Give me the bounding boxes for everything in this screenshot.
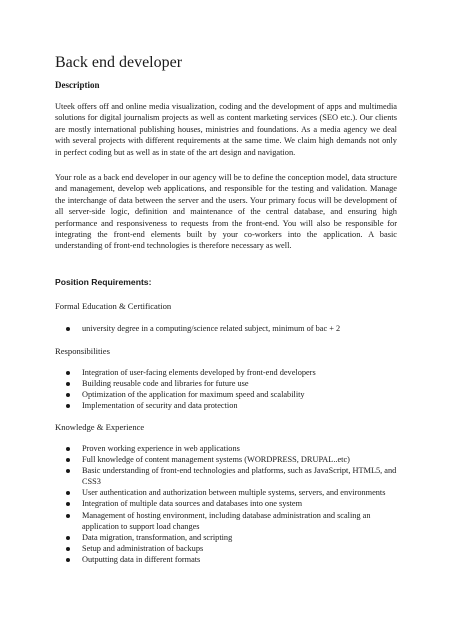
bullet-icon — [66, 393, 70, 397]
bullet-icon — [66, 404, 70, 408]
list-item: User authentication and authorization between multiple systems, servers, and environments — [66, 487, 398, 498]
bullet-icon — [66, 547, 70, 551]
list-item: Integration of user-facing elements developed by front-end developers — [66, 367, 398, 378]
bullet-icon — [66, 502, 70, 506]
list-item: university degree in a computing/science related subject, minimum of bac + 2 — [66, 323, 398, 334]
list-item: Full knowledge of content management systems (WORDPRESS, DRUPAL..etc) — [66, 454, 398, 465]
description-heading: Description — [55, 80, 100, 90]
list-item: Building reusable code and libraries for future use — [66, 378, 398, 389]
knowledge-list — [66, 443, 398, 565]
bullet-icon — [66, 327, 70, 331]
bullet-icon — [66, 536, 70, 540]
bullet-icon — [66, 469, 70, 473]
bullet-icon — [66, 371, 70, 375]
list-item: Management of hosting environment, including database administration and scaling an application to support load changes — [66, 510, 398, 532]
education-list — [66, 323, 398, 334]
section-label-knowledge: Knowledge & Experience — [55, 422, 145, 432]
list-item: Integration of multiple data sources and databases into one system — [66, 498, 398, 509]
bullet-icon — [66, 447, 70, 451]
section-label-responsibilities: Responsibilities — [55, 346, 110, 356]
bullet-icon — [66, 514, 70, 518]
list-item: Implementation of security and data protection — [66, 400, 398, 411]
position-requirements-heading: Position Requirements: — [55, 277, 152, 287]
description-paragraph: Your role as a back end developer in our agency will be to define the conception model, data structure and management, develop web applications, and responsible for the testing and validation. Manage the interchange of data between the server and the users. Your primary focus will be development of all server-side logic, definition and maintenance of the central database, and ensuring high performance and responsiveness to requests from the front-end. You will also be responsible for integrating the front-end elements built by your co-workers into the application. A basic understanding of front-end technologies is therefore necessary as well. — [55, 173, 397, 251]
list-item: Basic understanding of front-end technologies and platforms, such as JavaScript, HTML5, and CSS3 — [66, 465, 398, 487]
list-item: Optimization of the application for maximum speed and scalability — [66, 389, 398, 400]
list-item: Data migration, transformation, and scripting — [66, 532, 398, 543]
document-title: Back end developer — [55, 54, 183, 71]
bullet-icon — [66, 382, 70, 386]
list-item: Proven working experience in web applications — [66, 443, 398, 454]
bullet-icon — [66, 491, 70, 495]
bullet-icon — [66, 458, 70, 462]
description-paragraph: Uteek offers off and online media visualization, coding and the development of apps and multimedia solutions for digital journalism projects as well as content marketing services (SEO etc.). Our clients are mostly international publishing houses, ministries and foundations. As a media agency we deal with several projects with different requirements at the same time. We claim high demands not only in perfect coding but as well as in state of the art design and navigation. — [55, 102, 397, 157]
section-label-education: Formal Education & Certification — [55, 301, 172, 311]
list-item: Setup and administration of backups — [66, 543, 398, 554]
responsibilities-list — [66, 367, 398, 411]
bullet-icon — [66, 558, 70, 562]
list-item: Outputting data in different formats — [66, 554, 398, 565]
